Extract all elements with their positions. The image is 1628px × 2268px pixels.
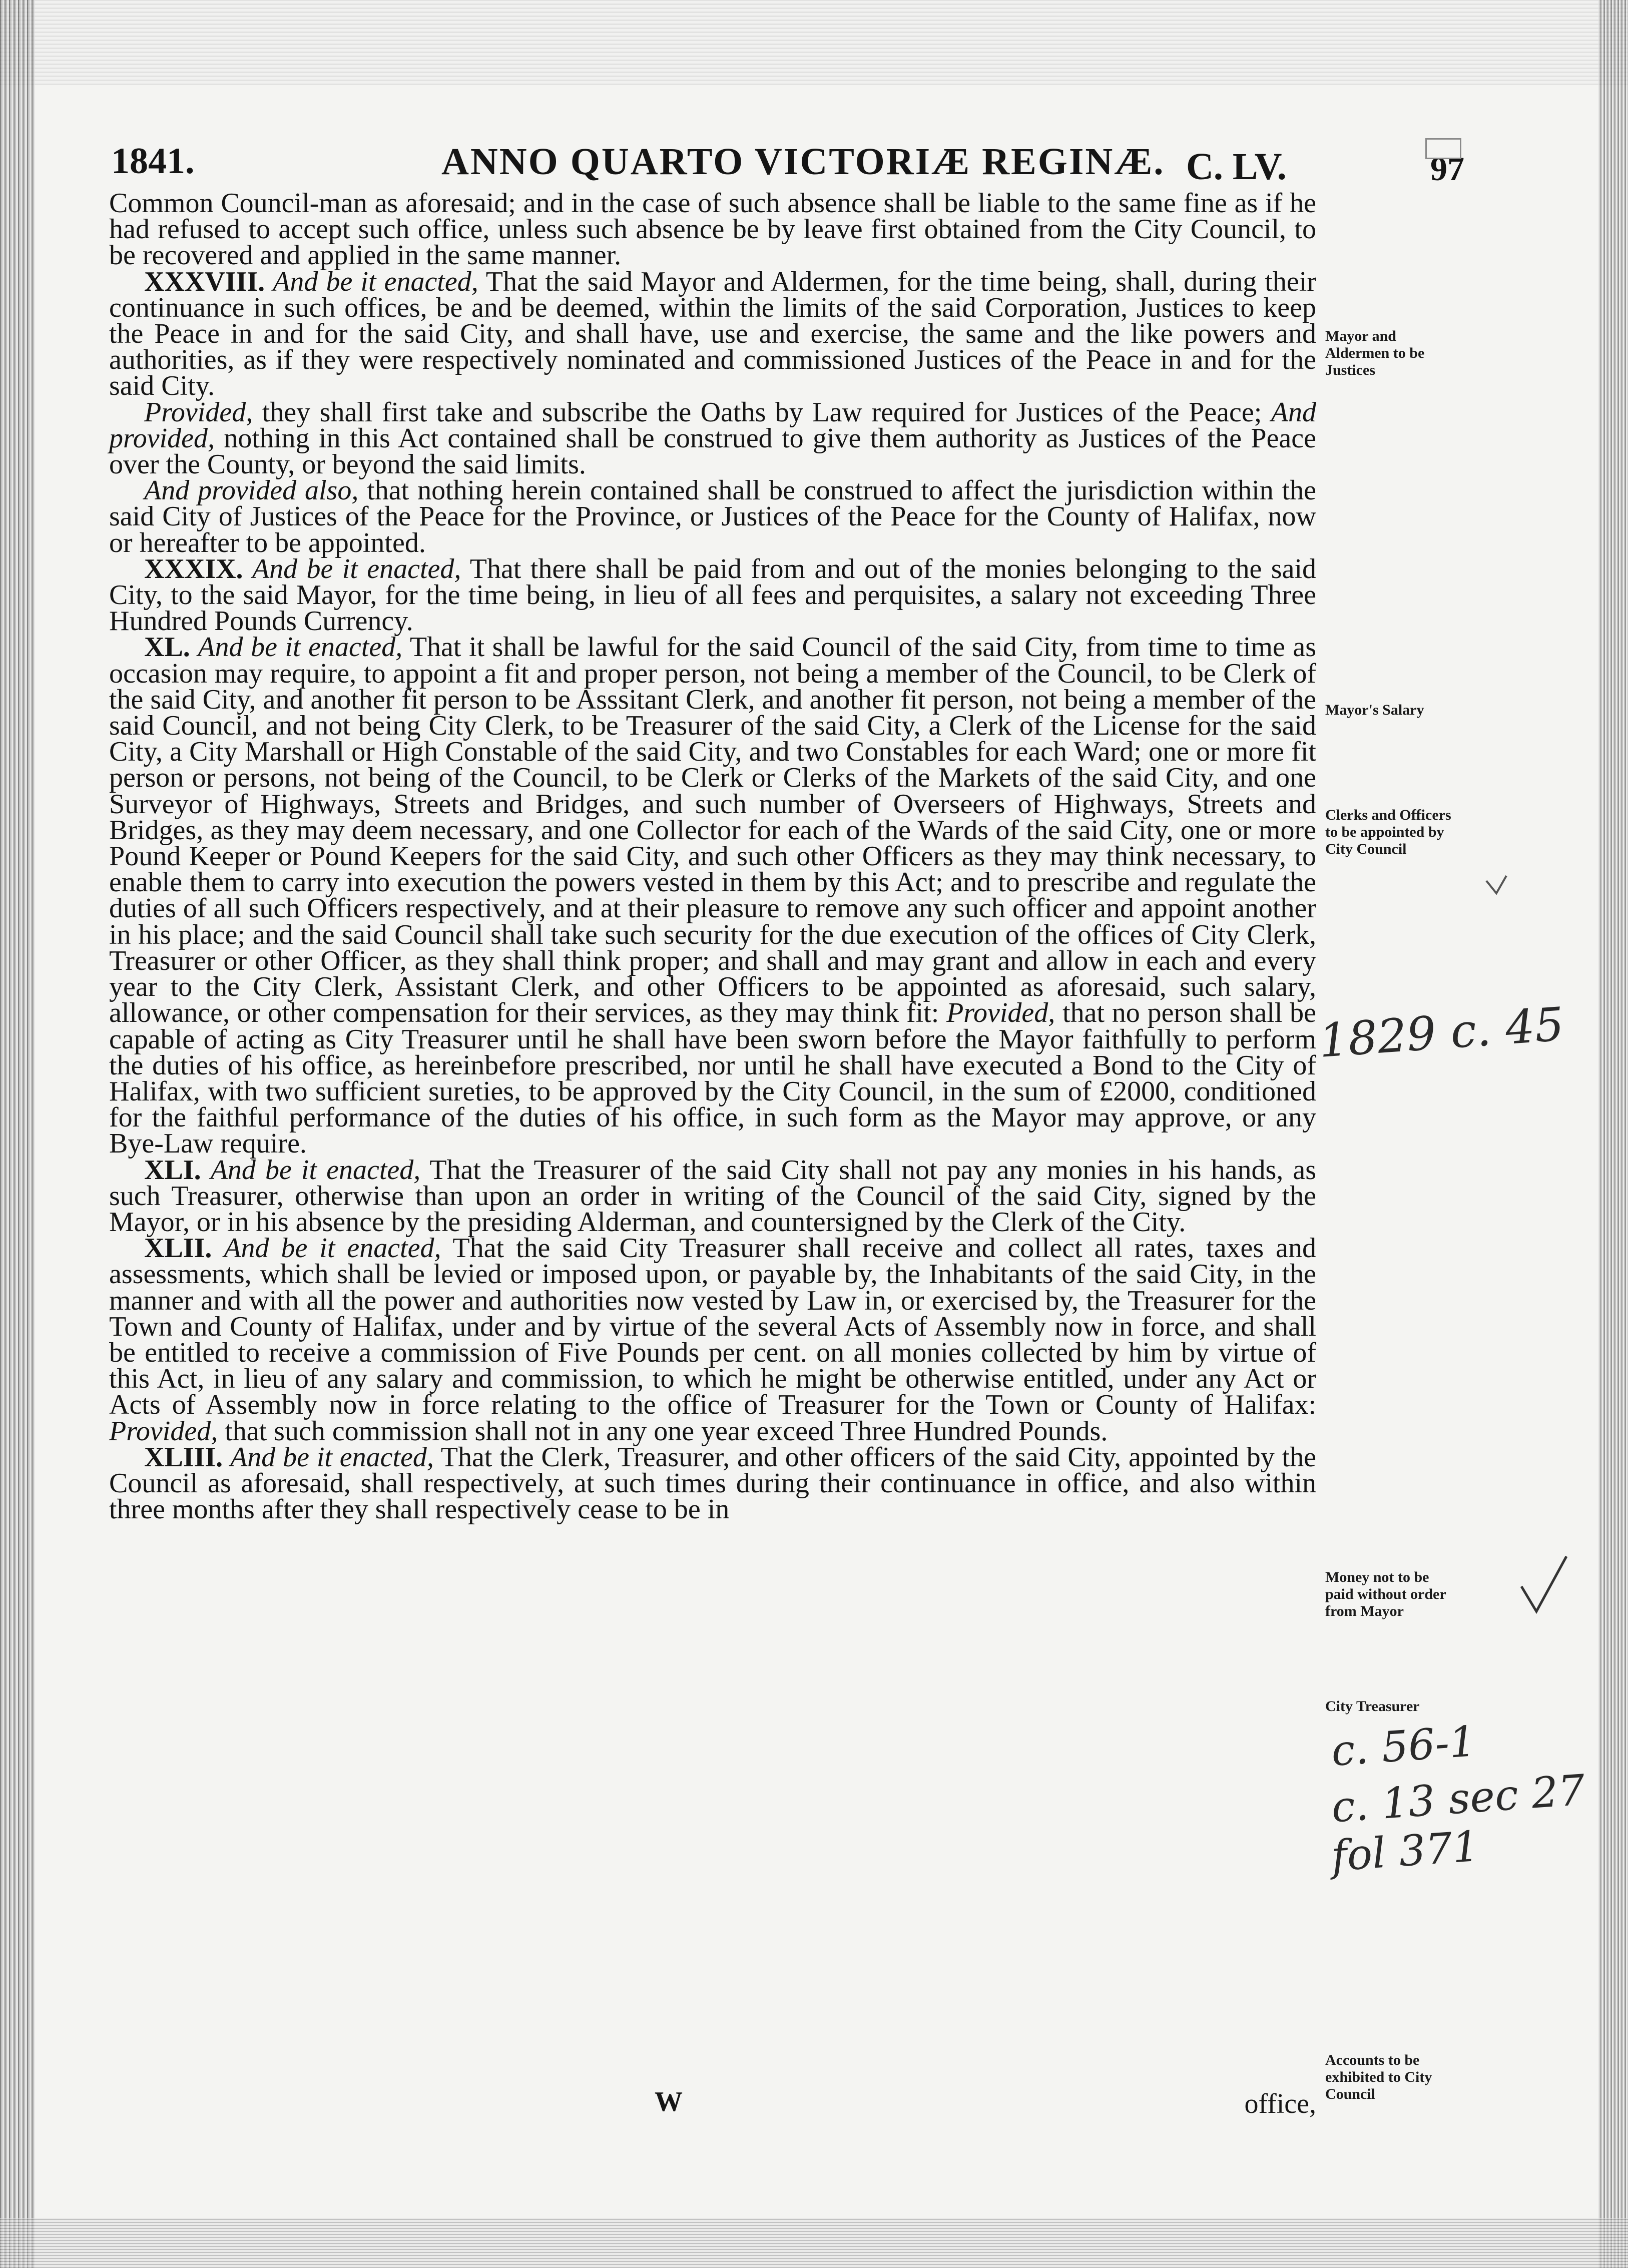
header-chapter: C. LV. [1186, 146, 1287, 188]
handwritten-note-1829: 1829 c. 45 [1317, 997, 1566, 1068]
section-38: XXXVIII. And be it enacted, That the said Mayor and Aldermen, for the time being, shall, during their continuance in such offices, be and be deemed, within the limits of the said Corporation, Justices to keep the Peace in and for the said City, and shall have, use and exercise, the same and the like powers and authorities, as if they were respectively nominated and commissioned Justices of the Peace in and for the said City. [109, 266, 1316, 402]
handwritten-checkmark-icon [1516, 1551, 1571, 1621]
handwritten-note-fol: fol 371 [1329, 1821, 1481, 1881]
marginal-note-justices: Mayor and Aldermen to be Justices [1325, 328, 1425, 378]
scan-border-left [0, 0, 35, 2268]
handwritten-note-c56: c. 56-1 [1329, 1717, 1478, 1776]
library-stamp-icon [1425, 138, 1461, 159]
section-41: XLI. And be it enacted, That the Treasurer of the said City shall not pay any monies in his hands, as such Treasurer, otherwise than upon an order in writing of the Council of the said City, signed by the Mayor, or in his absence by the presiding Alderman, and countersigned by the Clerk of the City. [109, 1154, 1316, 1238]
handwritten-note-c13: c. 13 sec 27 [1330, 1765, 1587, 1832]
proviso-38-a: Provided, they shall first take and subscribe the Oaths by Law required for Justices of the Peace; And provided, nothing in this Act contained shall be construed to give them authority as Justices of the Peace over the County, or beyond the said limits. [109, 396, 1317, 480]
section-40: XL. And be it enacted, That it shall be lawful for the said Council of the said City, from time to time as occasion may require, to appoint a fit and proper person, not being a member of the Council, to be Clerk of the said City, and another fit person to be Asssitant Clerk, and another fit person, not being a member of the said Council, and not being City Clerk, to be Treasurer of the said City, a Clerk of the License for the said City, a City Marshall or High Constable of the said City, and two Constables for each Ward; one or more fit person or persons, not being of the Council, to be Clerk or Clerks of the Markets of the said City, and one Surveyor of Highways, Streets and Bridges, and such number of Overseers of Highways, Streets and Bridges, as they may deem necessary, and one Collector for each of the Wards of the said City, one or more Pound Keeper or Pound Keepers for the said City, and such other Officers as they may think necessary, to enable them to carry into execution the powers vested in them by this Act; and to prescribe and regulate the duties of all such Officers respectively, and at their pleasure to remove any such officer and appoint another in his place; and the said Council shall take such security for the due execution of the offices of City Clerk, Treasurer or other Officer, as they shall think proper; and shall and may grant and allow in each and every year to the City Clerk, Assistant Clerk, and other Officers to be appointed as aforesaid, such salary, allowance, or other compensation for their services, as they may think fit: Provided, that no person shall be capable of acting as City Treasurer until he shall have been sworn before the Mayor faithfully to perform the duties of his office, as hereinbefore prescribed, nor until he shall have executed a Bond to the City of Halifax, with two sufficient sureties, to be approved by the City Council, in the sum of £2000, conditioned for the faithful performance of the duties of his office, in such form as the Mayor may approve, or any Bye-Law require. [109, 632, 1317, 1160]
proviso-38-b: And provided also, that nothing herein contained shall be construed to affect the jurisdiction within the said City of Justices of the Peace for the Province, or Justices of the Peace for the County of Halifax, now or hereafter to be appointed. [109, 475, 1317, 558]
page-footer [109, 2086, 1316, 2146]
scan-border-right [1598, 0, 1628, 2268]
scan-border-top [0, 0, 1628, 85]
section-42: XLII. And be it enacted, That the said City Treasurer shall receive and collect all rates, taxes and assessments, which shall be levied or imposed upon, or payable by, the Inhabitants of the said City, in the manner and with all the power and authorities now vested by Law in, or exercised by, the Treasurer for the Town and County of Halifax, under and by virtue of the several Acts of Assembly now in force, and shall be entitled to receive a commission of Five Pounds per cent. on all monies collected by him by virtue of this Act, in lieu of any salary and commission, to which he might be otherwise entitled, under any Act or Acts of Assembly now in force relating to the office of Treasurer for the Town or County of Halifax: Provided, that such commission shall not in any one year exceed Three Hundred Pounds. [109, 1233, 1317, 1447]
header-year: 1841. [111, 141, 195, 182]
statute-body [109, 188, 1317, 1525]
marginal-note-treasurer: City Treasurer [1325, 1698, 1420, 1715]
header-title: ANNO QUARTO VICTORIÆ REGINÆ. [441, 141, 1165, 183]
marginal-note-salary: Mayor's Salary [1325, 702, 1424, 718]
section-43: XLIII. And be it enacted, That the Clerk, Treasurer, and other officers of the said City, appointed by the Council as aforesaid, shall respectively, at such times during their continuance in office, and also within three months after they shall respectively cease to be in [109, 1441, 1316, 1525]
page-number: 97 [1430, 150, 1464, 188]
scan-border-bottom [0, 2218, 1628, 2268]
signature-mark: W [655, 2086, 683, 2117]
paragraph-continuation: Common Council-man as aforesaid; and in the case of such absence shall be liable to the same fine as if he had refused to accept such office, unless such absence be by leave first obtained from the City Council, to be recovered and applied in the same manner. [109, 188, 1316, 271]
catchword: office, [1244, 2088, 1316, 2119]
marginal-note-money: Money not to be paid without order from Mayor [1325, 1569, 1446, 1619]
marginal-note-clerks: Clerks and Officers to be appointed by City Council [1325, 807, 1451, 857]
running-header [111, 135, 1462, 195]
marginal-note-accounts: Accounts to be exhibited to City Council [1325, 2052, 1432, 2102]
margin-tick-icon [1481, 871, 1511, 901]
section-39: XXXIX. And be it enacted, That there shall be paid from and out of the monies belonging to the said City, to the said Mayor, for the time being, in lieu of all fees and perquisites, a salary not exceeding Three Hundred Pounds Currency. [109, 553, 1316, 637]
